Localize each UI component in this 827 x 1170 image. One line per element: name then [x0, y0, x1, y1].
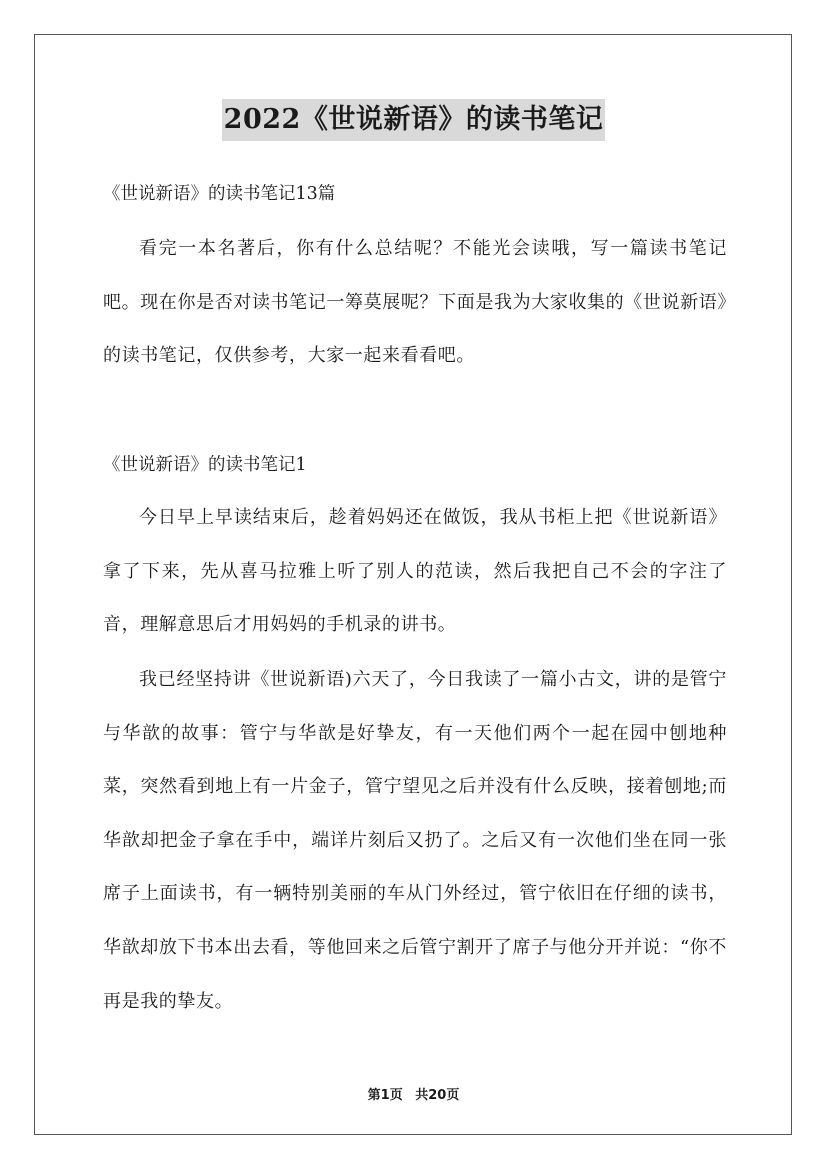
section1-heading: 《世说新语》的读书笔记1	[103, 455, 307, 475]
page-number: 第1页	[367, 1088, 403, 1103]
title-container	[0, 99, 827, 141]
document-title: 2022《世说新语》的读书笔记	[222, 99, 606, 141]
page-footer	[0, 1084, 827, 1103]
section1-paragraph-1: 今日早上早读结束后，趁着妈妈还在做饭，我从书柜上把《世说新语》拿了下来，先从喜马拉雅上听了别人的范读，然后我把自己不会的字注了音，理解意思后才用妈妈的手机录的讲书。	[103, 507, 727, 636]
page-total: 共20页	[415, 1088, 460, 1103]
intro-heading: 《世说新语》的读书笔记13篇	[103, 184, 336, 204]
section1-paragraph-2: 我已经坚持讲《世说新语)六天了，今日我读了一篇小古文，讲的是管宁与华歆的故事：管宁与华歆是好挚友，有一天他们两个一起在园中刨地种菜，突然看到地上有一片金子，管宁望见之后并没有什么反映，接着刨地;而华歆却把金子拿在手中，端详片刻后又扔了。之后又有一次他们坐在同一张席子上面读书，有一辆特别美丽的车从门外经过，管宁依旧在仔细的读书，华歆却放下书本出去看，等他回来之后管宁割开了席子与他分开并说：“你不再是我的挚友。	[103, 669, 727, 1012]
intro-paragraph: 看完一本名著后，你有什么总结呢？不能光会读哦，写一篇读书笔记吧。现在你是否对读书笔记一筹莫展呢？下面是我为大家收集的《世说新语》的读书笔记，仅供参考，大家一起来看看吧。	[103, 238, 727, 367]
